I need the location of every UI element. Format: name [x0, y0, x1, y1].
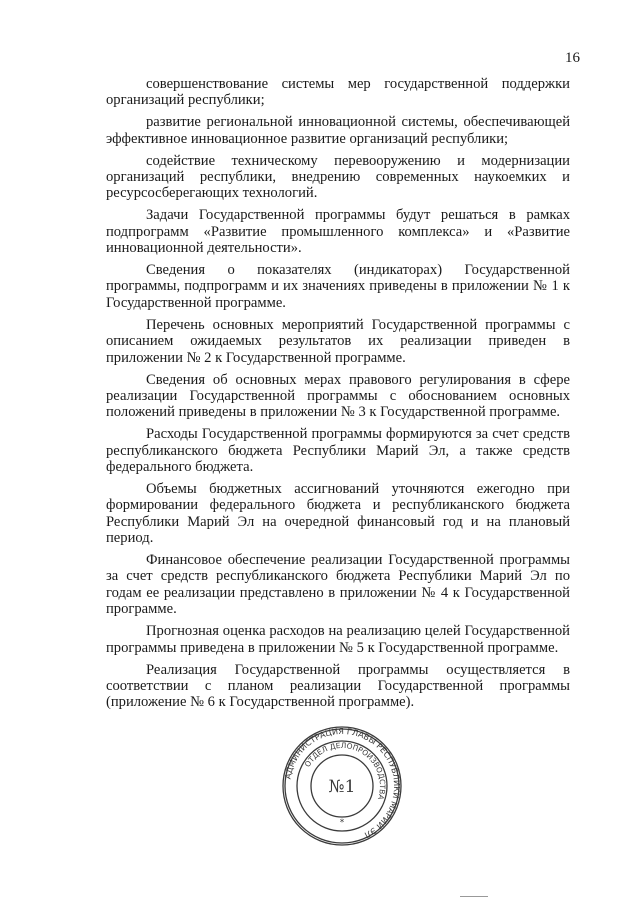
paragraph: развитие региональной инновационной системы, обеспечивающей эффективное инновационное развитие организаций республики;	[106, 114, 570, 147]
seal-outer-text: АДМИНИСТРАЦИЯ ГЛАВЫ РЕСПУБЛИКИ МАРИЙ ЭЛ	[282, 725, 403, 841]
seal-center-number: №1	[328, 777, 356, 797]
seal-inner-text: ОТДЕЛ ДЕЛОПРОИЗВОДСТВА	[302, 740, 388, 801]
page-number: 16	[565, 50, 580, 66]
paragraph: Задачи Государственной программы будут решаться в рамках подпрограмм «Развитие промышленного комплекса» и «Развитие инновационной деятельности».	[106, 207, 570, 257]
paragraph: Расходы Государственной программы формируются за счет средств республиканского бюджета Республики Марий Эл, а также средств федерального бюджета.	[106, 426, 570, 476]
paragraph: Финансовое обеспечение реализации Государственной программы за счет средств республиканского бюджета Республики Марий Эл по годам ее реализации представлено в приложении № 4 к Государственной программе.	[106, 552, 570, 618]
office-seal-stamp	[281, 725, 403, 847]
paragraph: совершенствование системы мер государственной поддержки организаций республики;	[106, 76, 570, 109]
paragraph: Прогнозная оценка расходов на реализацию целей Государственной программы приведена в приложении № 5 к Государственной программе.	[106, 623, 570, 656]
seal-star-bottom: *	[339, 818, 345, 828]
footer-line-mark	[460, 896, 488, 897]
paragraph: Перечень основных мероприятий Государственной программы с описанием ожидаемых результатов их реализации приведен в приложении № 2 к Государственной программе.	[106, 316, 570, 366]
paragraph: Реализация Государственной программы осуществляется в соответствии с планом реализации Государственной программы (приложение № 6 к Государственной программе).	[106, 661, 570, 711]
paragraph: Сведения об основных мерах правового регулирования в сфере реализации Государственной программы с обоснованием основных положений приведены в приложении № 3 к Государственной программе.	[106, 371, 570, 421]
document-body	[106, 76, 570, 716]
paragraph: Объемы бюджетных ассигнований уточняются ежегодно при формировании федерального бюджета и республиканского бюджета Республики Марий Эл на очередной финансовый год и на плановый период.	[106, 480, 570, 547]
seal-graphic	[281, 725, 403, 847]
paragraph: содействие техническому перевооружению и модернизации организаций республики, внедрению современных наукоемких и ресурсосберегающих технологий.	[106, 152, 570, 202]
paragraph: Сведения о показателях (индикаторах) Государственной программы, подпрограмм и их значениях приведены в приложении № 1 к Государственной программе.	[106, 262, 570, 311]
